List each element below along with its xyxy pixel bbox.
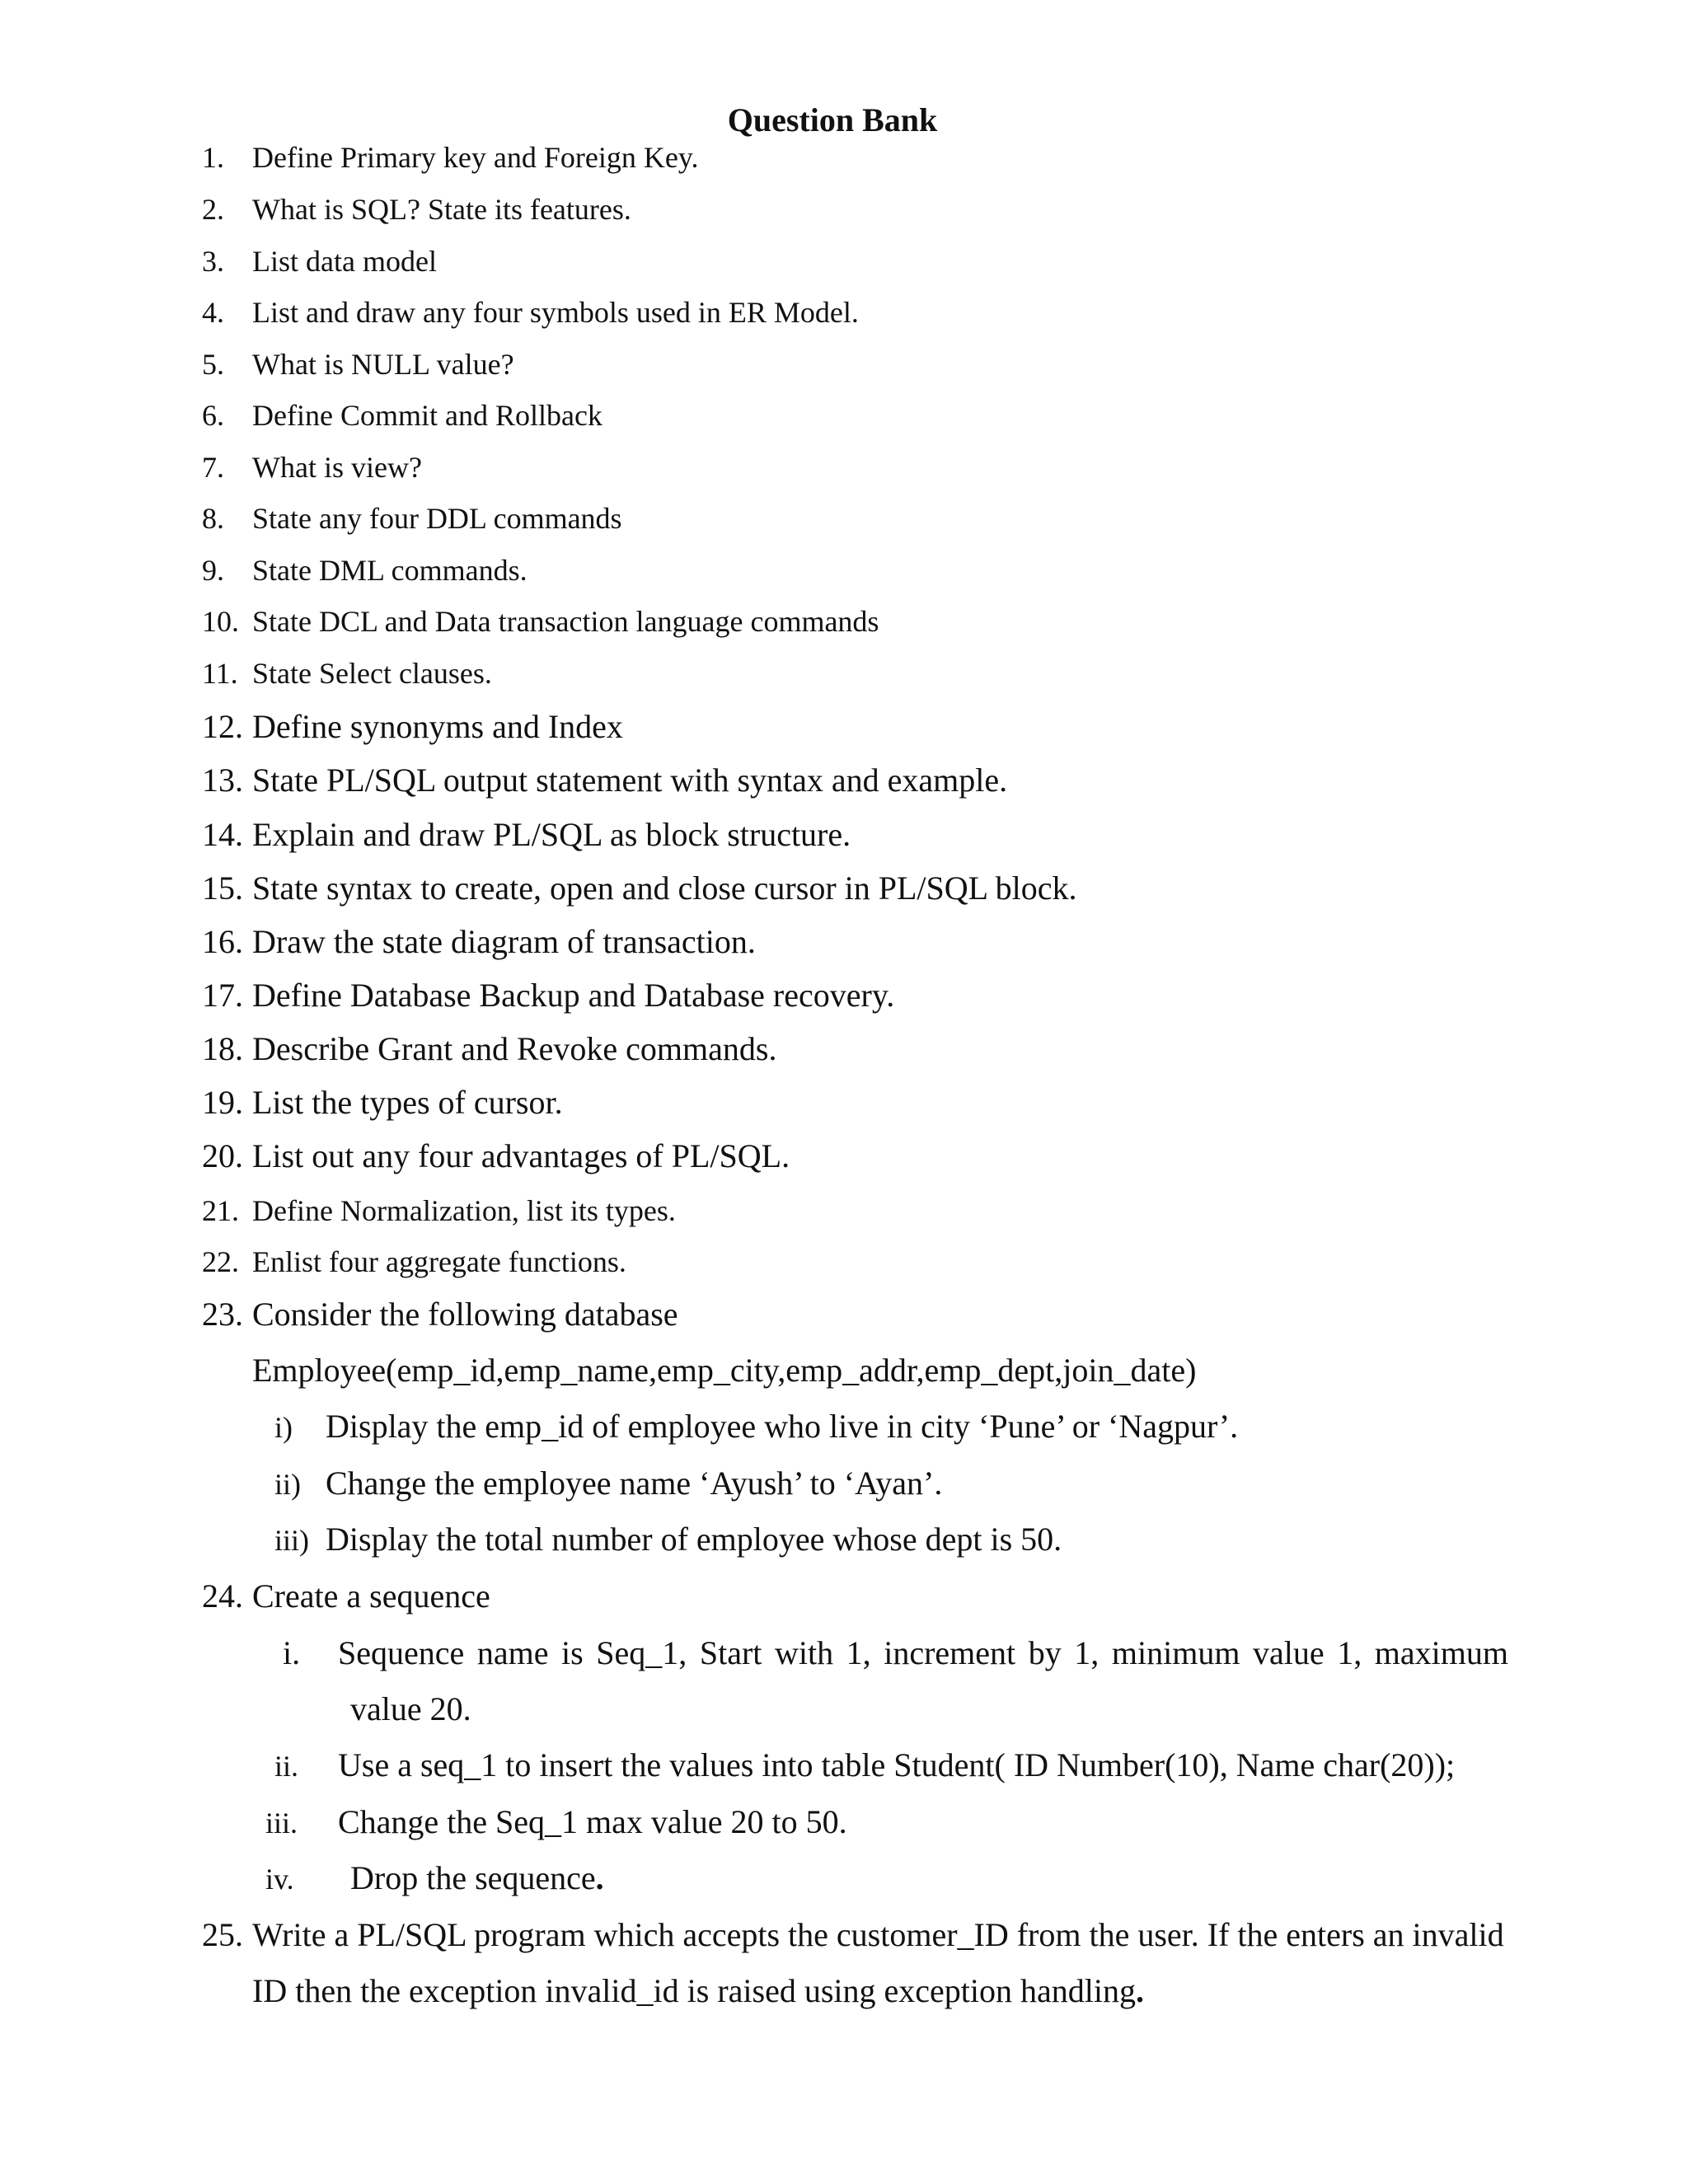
question-number: 22. xyxy=(202,1245,239,1278)
question-number: 12. xyxy=(202,708,243,745)
question-number: 9. xyxy=(202,554,224,587)
question-text: State syntax to create, open and close cursor in PL/SQL block. xyxy=(252,869,1077,907)
question-text: Draw the state diagram of transaction. xyxy=(252,923,756,960)
question-text: List and draw any four symbols used in ER Model. xyxy=(252,296,859,329)
question-number: 23. xyxy=(202,1296,243,1333)
q23-part-i xyxy=(274,1407,1238,1446)
question-text: Explain and draw PL/SQL as block structure. xyxy=(252,816,851,853)
part-number: i) xyxy=(274,1411,293,1444)
question-text: What is NULL value? xyxy=(252,348,514,381)
question-17 xyxy=(202,976,894,1015)
question-7 xyxy=(202,450,422,485)
question-text: Define Primary key and Foreign Key. xyxy=(252,141,699,174)
question-text: State DML commands. xyxy=(252,554,528,587)
part-number: iii. xyxy=(265,1807,298,1840)
part-text: Change the employee name ‘Ayush’ to ‘Ayan’. xyxy=(326,1465,943,1502)
question-23 xyxy=(202,1295,678,1333)
question-text: List out any four advantages of PL/SQL. xyxy=(252,1137,790,1174)
question-11 xyxy=(202,656,492,691)
question-number: 16. xyxy=(202,923,243,960)
question-10 xyxy=(202,604,879,639)
question-text: What is view? xyxy=(252,451,422,484)
question-text: Define Commit and Rollback xyxy=(252,399,603,432)
part-text: Use a seq_1 to insert the values into table Student( ID Number(10), Name char(20)); xyxy=(338,1746,1456,1783)
part-text: Display the emp_id of employee who live in city ‘Pune’ or ‘Nagpur’. xyxy=(326,1408,1239,1445)
part-text: Change the Seq_1 max value 20 to 50. xyxy=(338,1803,847,1840)
question-number: 19. xyxy=(202,1084,243,1121)
question-number: 18. xyxy=(202,1030,243,1067)
question-text: Create a sequence xyxy=(252,1577,490,1615)
q24-part-iii xyxy=(265,1802,847,1841)
q23-part-ii xyxy=(274,1464,942,1502)
question-15 xyxy=(202,869,1077,907)
question-20 xyxy=(202,1137,790,1175)
part-number: iii) xyxy=(274,1524,309,1557)
question-text: What is SQL? State its features. xyxy=(252,193,631,226)
question-25 xyxy=(202,1915,1504,1954)
q25-continuation xyxy=(252,1971,1144,2010)
question-text: List data model xyxy=(252,245,437,278)
question-21 xyxy=(202,1193,676,1228)
q23-schema: Employee(emp_id,emp_name,emp_city,emp_addr,emp_dept,join_date) xyxy=(252,1352,1197,1389)
question-text: Define Normalization, list its types. xyxy=(252,1194,676,1227)
question-number: 24. xyxy=(202,1577,243,1615)
continuation-text: ID then the exception invalid_id is raised using exception handling xyxy=(252,1972,1136,2009)
page-title: Question Bank xyxy=(727,101,938,138)
question-text: State any four DDL commands xyxy=(252,502,622,535)
question-number: 1. xyxy=(202,141,224,174)
question-text: List the types of cursor. xyxy=(252,1084,563,1121)
question-18 xyxy=(202,1029,776,1068)
question-8 xyxy=(202,501,622,536)
question-number: 4. xyxy=(202,296,224,329)
question-text: State PL/SQL output statement with syntax and example. xyxy=(252,762,1008,799)
question-text: State Select clauses. xyxy=(252,657,492,690)
question-12 xyxy=(202,707,623,746)
part-text: Display the total number of employee whose dept is 50. xyxy=(326,1521,1062,1558)
question-16 xyxy=(202,922,756,961)
question-number: 3. xyxy=(202,245,224,278)
q24-part-i-text: Sequence name is Seq_1, Start with 1, increment by 1, minimum value 1, maximum xyxy=(338,1634,1508,1671)
question-14 xyxy=(202,815,851,854)
q24-part-i-number: i. xyxy=(283,1634,301,1671)
part-text: Drop the sequence xyxy=(350,1859,596,1896)
q24-part-ii xyxy=(274,1746,1455,1784)
part-number: ii) xyxy=(274,1468,301,1501)
part-end-period: . xyxy=(595,1859,604,1896)
q24-part-iv xyxy=(265,1858,604,1897)
question-number: 17. xyxy=(202,977,243,1014)
question-3 xyxy=(202,244,437,279)
question-text: Describe Grant and Revoke commands. xyxy=(252,1030,777,1067)
part-number: iv. xyxy=(265,1863,294,1896)
question-text: Consider the following database xyxy=(252,1296,678,1333)
question-4 xyxy=(202,295,859,330)
question-6 xyxy=(202,398,603,433)
question-text: Define Database Backup and Database recovery. xyxy=(252,977,895,1014)
question-2 xyxy=(202,192,631,227)
question-number: 21. xyxy=(202,1194,239,1227)
question-number: 7. xyxy=(202,451,224,484)
q23-part-iii xyxy=(274,1520,1062,1558)
question-number: 20. xyxy=(202,1137,243,1174)
part-number: ii. xyxy=(274,1750,299,1783)
question-number: 2. xyxy=(202,193,224,226)
question-13 xyxy=(202,761,1007,799)
question-1 xyxy=(202,140,699,175)
question-text: Enlist four aggregate functions. xyxy=(252,1245,626,1278)
question-9 xyxy=(202,553,528,588)
question-24 xyxy=(202,1577,490,1615)
q24-part-i-continuation: value 20. xyxy=(350,1690,471,1727)
question-number: 5. xyxy=(202,348,224,381)
continuation-end-period: . xyxy=(1135,1972,1144,2009)
question-number: 25. xyxy=(202,1916,243,1953)
question-number: 13. xyxy=(202,762,243,799)
question-19 xyxy=(202,1083,563,1122)
question-text: Write a PL/SQL program which accepts the customer_ID from the user. If the enters an invalid xyxy=(252,1916,1504,1953)
question-number: 10. xyxy=(202,605,239,638)
question-5 xyxy=(202,347,514,382)
question-text: State DCL and Data transaction language commands xyxy=(252,605,879,638)
question-text: Define synonyms and Index xyxy=(252,708,623,745)
question-number: 6. xyxy=(202,399,224,432)
question-22 xyxy=(202,1244,626,1279)
question-number: 15. xyxy=(202,869,243,907)
question-number: 11. xyxy=(202,657,238,690)
question-number: 8. xyxy=(202,502,224,535)
question-number: 14. xyxy=(202,816,243,853)
